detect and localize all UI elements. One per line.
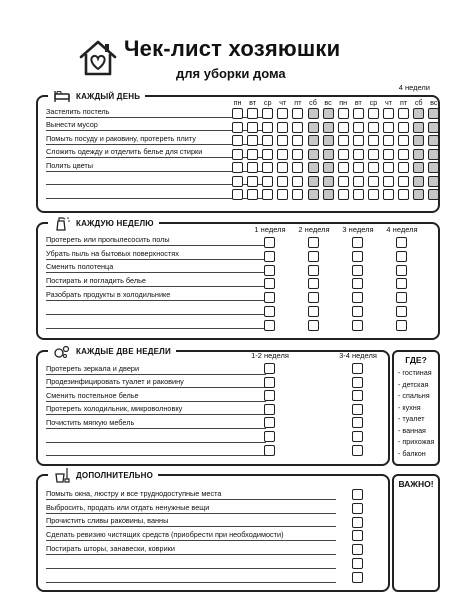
day-checkbox[interactable] (338, 176, 349, 187)
biweekly-checkbox[interactable] (352, 363, 363, 374)
extra-section-header (48, 467, 158, 483)
extra-checkbox[interactable] (352, 544, 363, 555)
day-checkbox[interactable] (338, 108, 349, 119)
day-checkbox[interactable] (353, 122, 364, 133)
important-title: ВАЖНО! (398, 479, 434, 489)
day-header: ср (369, 98, 378, 107)
day-checkbox[interactable] (262, 176, 273, 187)
day-checkbox[interactable] (383, 176, 394, 187)
weekly-checkbox[interactable] (396, 251, 407, 262)
biweekly-checkbox[interactable] (352, 417, 363, 428)
weekly-task-row: Сменить полотенца (46, 260, 266, 274)
day-header: ср (263, 98, 272, 107)
biweekly-section-header (48, 343, 176, 359)
weekly-checkbox[interactable] (352, 265, 363, 276)
day-checkbox[interactable] (383, 108, 394, 119)
weekly-checkbox[interactable] (264, 237, 275, 248)
day-checkbox[interactable] (353, 162, 364, 173)
extra-task-row: Прочистить сливы раковины, ванны (46, 514, 336, 528)
day-checkbox[interactable] (308, 189, 319, 200)
weekly-checkbox[interactable] (396, 306, 407, 317)
day-checkbox[interactable] (383, 122, 394, 133)
day-checkbox[interactable] (428, 149, 439, 160)
day-header: пт (400, 98, 408, 107)
day-checkbox[interactable] (308, 122, 319, 133)
day-checkbox[interactable] (338, 149, 349, 160)
day-checkbox[interactable] (247, 189, 258, 200)
day-header: чт (384, 98, 393, 107)
weekly-checkbox[interactable] (308, 320, 319, 331)
day-checkbox[interactable] (398, 189, 409, 200)
day-checkbox[interactable] (262, 122, 273, 133)
biweekly-checkbox[interactable] (352, 445, 363, 456)
weekly-checkbox[interactable] (308, 265, 319, 276)
day-checkbox[interactable] (383, 162, 394, 173)
house-heart-icon (78, 38, 118, 78)
day-checkbox[interactable] (398, 108, 409, 119)
weekly-task-row (46, 315, 266, 329)
day-checkbox[interactable] (232, 189, 243, 200)
biweekly-task-row (46, 429, 266, 443)
day-checkbox[interactable] (338, 122, 349, 133)
day-checkbox[interactable] (323, 108, 334, 119)
daily-task-row: Помыть посуду и раковину, протереть плиту (46, 131, 266, 145)
weekly-checkbox[interactable] (396, 278, 407, 289)
day-checkbox[interactable] (262, 162, 273, 173)
biweekly-checkbox[interactable] (352, 404, 363, 415)
bubbles-icon (53, 343, 71, 359)
extra-checkbox[interactable] (352, 530, 363, 541)
day-checkbox[interactable] (308, 176, 319, 187)
extra-checkbox[interactable] (352, 489, 363, 500)
biweekly-task-row: Продезинфицировать туалет и раковину (46, 375, 266, 389)
day-header: вт (249, 98, 257, 107)
daily-task-row: Сложить одежду и отделить белье для стирки (46, 145, 266, 159)
day-checkbox[interactable] (428, 135, 439, 146)
day-checkbox[interactable] (368, 122, 379, 133)
biweekly-task-row: Протереть зеркала и двери (46, 361, 266, 375)
day-checkbox[interactable] (323, 162, 334, 173)
biweekly-checkbox[interactable] (352, 431, 363, 442)
where-place-item: - спальня (398, 391, 430, 400)
day-checkbox[interactable] (232, 176, 243, 187)
where-place-item: - гостиная (398, 368, 432, 377)
day-checkbox[interactable] (353, 189, 364, 200)
where-place-item: - прихожая (398, 437, 435, 446)
biweekly-task-row (46, 443, 266, 457)
day-checkbox[interactable] (292, 176, 303, 187)
day-checkbox[interactable] (292, 122, 303, 133)
day-checkbox[interactable] (308, 162, 319, 173)
biweekly-checkbox[interactable] (264, 404, 275, 415)
day-header: пн (233, 98, 242, 107)
biweekly-task-row: Сменить постельное белье (46, 388, 266, 402)
daily-section-header (48, 88, 145, 104)
weekly-checkbox[interactable] (352, 306, 363, 317)
day-checkbox[interactable] (262, 135, 273, 146)
daily-task-row: Вынести мусор (46, 118, 266, 132)
biweekly-checkbox[interactable] (264, 363, 275, 374)
day-checkbox[interactable] (323, 189, 334, 200)
weekly-task-row: Убрать пыль на бытовых поверхностях (46, 246, 266, 260)
day-checkbox[interactable] (277, 149, 288, 160)
where-place-item: - кухня (398, 402, 421, 412)
day-checkbox[interactable] (323, 176, 334, 187)
biweekly-checkbox[interactable] (352, 377, 363, 388)
biweekly-checkbox[interactable] (264, 445, 275, 456)
day-checkbox[interactable] (247, 149, 258, 160)
biweekly-column-header: 1-2 неделя (251, 351, 289, 360)
weekly-column-header: 3 неделя (342, 225, 374, 234)
day-checkbox[interactable] (292, 135, 303, 146)
weekly-checkbox[interactable] (264, 251, 275, 262)
weekly-checkbox[interactable] (264, 278, 275, 289)
biweekly-checkbox[interactable] (352, 390, 363, 401)
extra-checkbox[interactable] (352, 503, 363, 514)
day-checkbox[interactable] (368, 135, 379, 146)
day-checkbox[interactable] (338, 135, 349, 146)
day-checkbox[interactable] (368, 149, 379, 160)
day-checkbox[interactable] (262, 108, 273, 119)
day-checkbox[interactable] (353, 149, 364, 160)
day-checkbox[interactable] (368, 176, 379, 187)
where-place-item: - туалет (398, 414, 425, 423)
weeks-count-label: 4 недели (398, 83, 430, 92)
weekly-task-row (46, 301, 266, 315)
page-subtitle: для уборки дома (176, 66, 286, 81)
where-place-item: - ванная (398, 425, 426, 435)
daily-task-row: Застелить постель (46, 104, 266, 118)
weekly-checkbox[interactable] (352, 292, 363, 303)
day-checkbox[interactable] (398, 135, 409, 146)
day-checkbox[interactable] (232, 108, 243, 119)
weekly-checkbox[interactable] (352, 251, 363, 262)
weekly-task-row: Протереть или пропылесосить полы (46, 232, 266, 246)
cleaning-spray-icon (53, 215, 71, 231)
extra-checkbox[interactable] (352, 517, 363, 528)
day-checkbox[interactable] (413, 135, 424, 146)
day-checkbox[interactable] (308, 149, 319, 160)
weekly-checkbox[interactable] (308, 237, 319, 248)
weekly-checkbox[interactable] (396, 320, 407, 331)
day-checkbox[interactable] (338, 189, 349, 200)
day-checkbox[interactable] (413, 176, 424, 187)
day-checkbox[interactable] (277, 122, 288, 133)
day-checkbox[interactable] (428, 176, 439, 187)
day-checkbox[interactable] (247, 108, 258, 119)
biweekly-checkbox[interactable] (264, 417, 275, 428)
day-checkbox[interactable] (353, 176, 364, 187)
day-checkbox[interactable] (247, 176, 258, 187)
day-header: чт (279, 98, 287, 107)
where-title: ГДЕ? (405, 355, 427, 365)
day-checkbox[interactable] (247, 135, 258, 146)
day-header: вс (430, 98, 438, 107)
weekly-checkbox[interactable] (264, 320, 275, 331)
day-checkbox[interactable] (232, 122, 243, 133)
extra-task-row (46, 569, 336, 583)
day-checkbox[interactable] (428, 108, 439, 119)
day-checkbox[interactable] (277, 189, 288, 200)
day-checkbox[interactable] (277, 162, 288, 173)
day-checkbox[interactable] (398, 149, 409, 160)
day-checkbox[interactable] (428, 189, 439, 200)
day-checkbox[interactable] (368, 162, 379, 173)
weekly-checkbox[interactable] (264, 306, 275, 317)
day-checkbox[interactable] (383, 149, 394, 160)
day-checkbox[interactable] (292, 189, 303, 200)
day-checkbox[interactable] (262, 149, 273, 160)
day-checkbox[interactable] (292, 108, 303, 119)
bucket-mop-icon (53, 467, 71, 483)
day-checkbox[interactable] (308, 108, 319, 119)
daily-task-row: Полить цветы (46, 158, 266, 172)
extra-task-row: Помыть окна, люстру и все труднодоступные места (46, 486, 336, 500)
weekly-section-title: КАЖДУЮ НЕДЕЛЮ (76, 218, 154, 228)
weekly-checkbox[interactable] (396, 237, 407, 248)
weekly-checkbox[interactable] (264, 265, 275, 276)
day-checkbox[interactable] (308, 135, 319, 146)
day-checkbox[interactable] (262, 189, 273, 200)
important-box (392, 474, 440, 592)
biweekly-task-row: Почистить мягкую мебель (46, 415, 266, 429)
day-checkbox[interactable] (398, 162, 409, 173)
day-checkbox[interactable] (428, 122, 439, 133)
day-checkbox[interactable] (413, 162, 424, 173)
day-checkbox[interactable] (232, 162, 243, 173)
day-checkbox[interactable] (398, 122, 409, 133)
weekly-column-header: 1 неделя (254, 225, 286, 234)
weekly-checkbox[interactable] (396, 292, 407, 303)
day-checkbox[interactable] (353, 108, 364, 119)
weekly-column-header: 2 неделя (298, 225, 330, 234)
day-checkbox[interactable] (323, 149, 334, 160)
day-header: вс (324, 98, 332, 107)
weekly-checkbox[interactable] (396, 265, 407, 276)
weekly-checkbox[interactable] (308, 278, 319, 289)
day-checkbox[interactable] (247, 122, 258, 133)
weekly-task-row: Разобрать продукты в холодильнике (46, 287, 266, 301)
day-checkbox[interactable] (277, 108, 288, 119)
day-checkbox[interactable] (383, 135, 394, 146)
extra-task-row: Постирать шторы, занавески, коврики (46, 541, 336, 555)
day-checkbox[interactable] (338, 162, 349, 173)
weekly-task-row: Постирать и погладить белье (46, 273, 266, 287)
weekly-checkbox[interactable] (308, 306, 319, 317)
biweekly-column-header: 3-4 неделя (339, 351, 377, 360)
day-checkbox[interactable] (398, 176, 409, 187)
extra-checkbox[interactable] (352, 572, 363, 583)
day-header: пт (294, 98, 302, 107)
bed-icon (53, 88, 71, 104)
day-checkbox[interactable] (277, 176, 288, 187)
weekly-column-header: 4 неделя (386, 225, 418, 234)
day-checkbox[interactable] (323, 135, 334, 146)
biweekly-checkbox[interactable] (264, 431, 275, 442)
where-place-item: - балкон (398, 448, 426, 458)
day-checkbox[interactable] (232, 149, 243, 160)
weekly-section-header (48, 215, 159, 231)
weekly-checkbox[interactable] (352, 320, 363, 331)
day-header: пн (339, 98, 348, 107)
day-checkbox[interactable] (353, 135, 364, 146)
day-checkbox[interactable] (413, 122, 424, 133)
day-checkbox[interactable] (323, 122, 334, 133)
where-place-item: - детская (398, 379, 429, 389)
biweekly-task-row: Протереть холодильник, микроволновку (46, 402, 266, 416)
day-checkbox[interactable] (232, 135, 243, 146)
day-checkbox[interactable] (413, 149, 424, 160)
daily-section-title: КАЖДЫЙ ДЕНЬ (76, 91, 141, 101)
extra-task-row (46, 555, 336, 569)
day-checkbox[interactable] (413, 189, 424, 200)
day-checkbox[interactable] (368, 108, 379, 119)
day-checkbox[interactable] (428, 162, 439, 173)
extra-checkbox[interactable] (352, 558, 363, 569)
biweekly-section-title: КАЖДЫЕ ДВЕ НЕДЕЛИ (76, 346, 171, 356)
day-checkbox[interactable] (413, 108, 424, 119)
day-checkbox[interactable] (292, 162, 303, 173)
day-header: сб (414, 98, 423, 107)
where-box (392, 350, 440, 466)
weekly-checkbox[interactable] (308, 292, 319, 303)
day-header: сб (309, 98, 317, 107)
day-header: вт (354, 98, 362, 107)
extra-section-title: ДОПОЛНИТЕЛЬНО (76, 470, 154, 480)
weekly-checkbox[interactable] (264, 292, 275, 303)
weekly-checkbox[interactable] (352, 278, 363, 289)
extra-task-row: Выбросить, продать или отдать ненужные вещи (46, 500, 336, 514)
weekly-checkbox[interactable] (352, 237, 363, 248)
extra-task-row: Сделать ревизию чистящих средств (приобрести при необходимости) (46, 527, 336, 541)
biweekly-checkbox[interactable] (264, 377, 275, 388)
biweekly-checkbox[interactable] (264, 390, 275, 401)
page-title: Чек-лист хозяюшки (124, 36, 341, 61)
day-checkbox[interactable] (247, 162, 258, 173)
day-checkbox[interactable] (292, 149, 303, 160)
day-checkbox[interactable] (368, 189, 379, 200)
day-checkbox[interactable] (277, 135, 288, 146)
day-checkbox[interactable] (383, 189, 394, 200)
weekly-checkbox[interactable] (308, 251, 319, 262)
